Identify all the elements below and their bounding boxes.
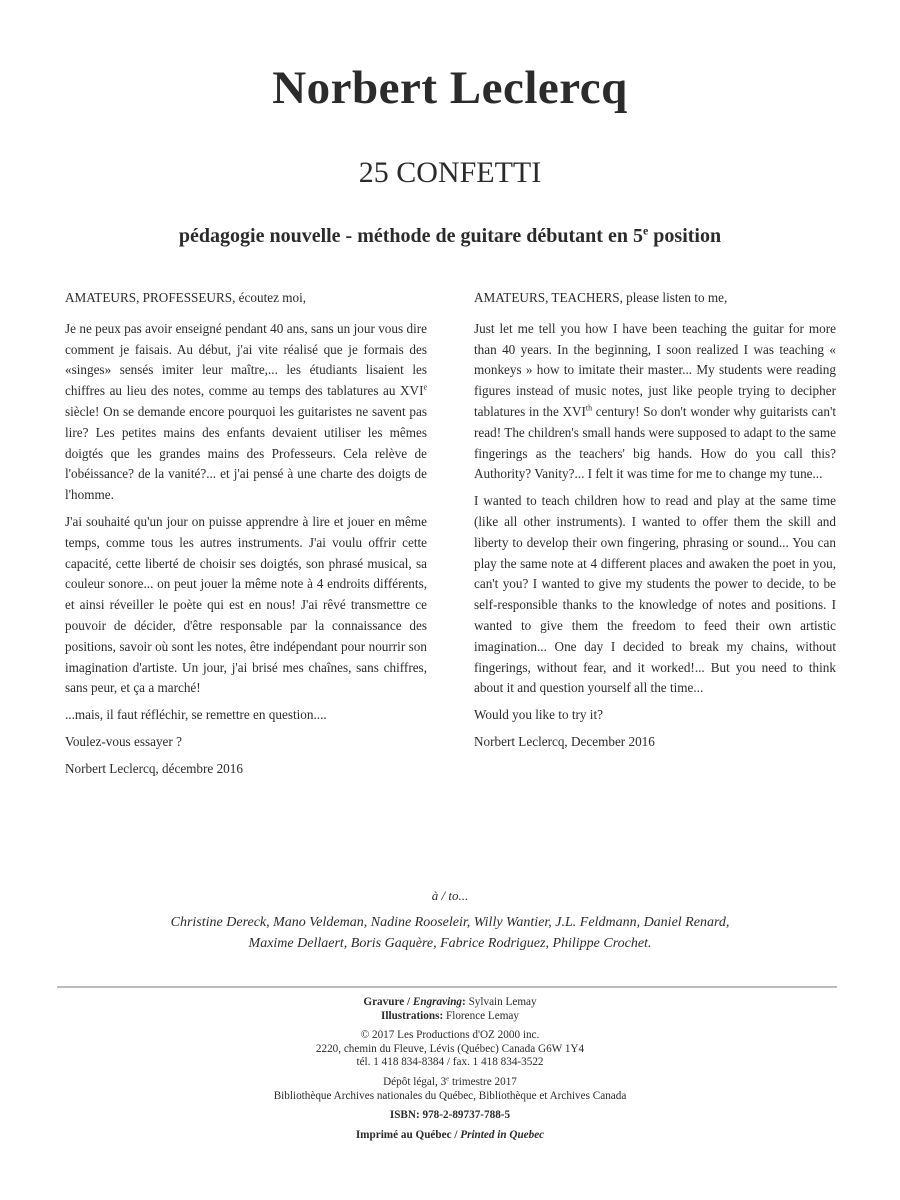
printed-in-fr: Imprimé au Québec / bbox=[355, 1128, 461, 1141]
english-p1-text-a: Just let me tell you how I have been teaching the guitar for more than 40 years. In the beginning, I soon realized I was teaching « monkeys » how to imitate their master... My students were reading figures instead of music notes, just like people trying to decipher tablatures in the XVI bbox=[474, 320, 836, 419]
illustrations-label: Illustrations bbox=[381, 1009, 440, 1022]
dedication-names: Christine Dereck, Mano Veldeman, Nadine Rooseleir, Willy Wantier, J.L. Feldmann, Daniel Renard, Maxime Dellaert, Boris Gaquère, Fabrice Rodriguez, Philippe Crochet. bbox=[170, 915, 730, 951]
english-paragraph-2: I wanted to teach children how to read and play at the same time (like all other instruments). I wanted to offer them the skill and liberty to develop their own fingering, phrasing or sound... You can play the same note at 4 different places and awaken the poet in you, can't you? I wanted to give my students the power to decide, to be self-responsible thanks to the knowledge of notes and positions. I wanted to give them the freedom to feed their own artistic imagination... One day I decided to break my chains, without fingerings, without fear, and it worked!... But you need to think about it and question yourself all the time... bbox=[474, 493, 836, 696]
french-paragraph-3: ...mais, il faut réfléchir, se remettre en question.... bbox=[65, 707, 327, 723]
legal-deposit-text-a: Dépôt légal, 3 bbox=[383, 1075, 447, 1088]
illustrations-separator: : bbox=[439, 1009, 446, 1022]
engraving-credit bbox=[0, 996, 900, 1010]
illustrations-name: Florence Lemay bbox=[445, 1009, 519, 1022]
english-signature: Norbert Leclercq, December 2016 bbox=[474, 733, 655, 749]
copyright: © 2017 Les Productions d'OZ 2000 inc. bbox=[360, 1029, 540, 1042]
legal-deposit bbox=[0, 1076, 900, 1090]
english-p1-superscript: th bbox=[585, 403, 593, 413]
book-title: 25 CONFETTI bbox=[358, 156, 542, 189]
french-p1-superscript: e bbox=[423, 382, 427, 392]
subtitle-main: pédagogie nouvelle - méthode de guitare débutant en 5 bbox=[178, 225, 643, 247]
engraving-name: Sylvain Lemay bbox=[468, 996, 537, 1008]
printed-in-en: Printed in Quebec bbox=[460, 1128, 545, 1141]
french-p1-text-b: siècle! On se demande encore pourquoi les guitaristes ne savent pas lire? Les petites mains des enfants devaient utiliser les mêmes doigtés que les grandes mains des Professeurs. Cela relève de l'obéissance? de la vanité?... et j'ai pensé à une charte des doigts de l'homme. bbox=[65, 403, 427, 503]
english-paragraph-1 bbox=[474, 319, 836, 485]
illustrations-credit bbox=[0, 1010, 900, 1024]
engraving-separator: : bbox=[462, 996, 469, 1008]
french-column bbox=[65, 288, 427, 786]
dedication-heading: à / to... bbox=[431, 888, 469, 903]
legal-deposit-text-b: trimestre 2017 bbox=[449, 1075, 517, 1088]
french-p1-text-a: Je ne peux pas avoir enseigné pendant 40 ans, sans un jour vous dire comment je faisais. Au début, j'ai vite réalisé que je formais des «singes» sensés imiter leur maître,... les étudiants lisaient les chiffres au lieu des notes, comme au temps des tablatures au XVI bbox=[65, 320, 427, 399]
book-subtitle bbox=[0, 222, 900, 250]
engraving-label-en: Engraving bbox=[412, 996, 463, 1008]
publisher-address: 2220, chemin du Fleuve, Lévis (Québec) Canada G6W 1Y4 bbox=[315, 1042, 585, 1055]
publisher-phone: tél. 1 418 834-8384 / fax. 1 418 834-3522 bbox=[356, 1056, 544, 1069]
english-p1-text-b: century! So don't wonder why guitarists can't read! The children's small hands were supposed to adapt to the same fingerings as the teachers' big hands. How do you call this? Authority? Vanity?... I felt it was time for me to change my tune... bbox=[474, 403, 837, 482]
libraries: Bibliothèque Archives nationales du Québec, Bibliothèque et Archives Canada bbox=[273, 1089, 627, 1102]
printed-in bbox=[0, 1129, 900, 1143]
french-paragraph-4: Voulez-vous essayer ? bbox=[65, 733, 182, 749]
colophon bbox=[0, 996, 900, 1142]
author-name: Norbert Leclercq bbox=[272, 62, 628, 114]
french-paragraph-2: J'ai souhaité qu'un jour on puisse apprendre à lire et jouer en même temps, comme tous les autres instruments. J'ai voulu offrir cette capacité, cette liberté de choisir ses doigtés, son phrasé musical, sa couleur sonore... on peut jouer la même note à 4 endroits différents, et ainsi réveiller le poète qui est en nous! J'ai rêvé transmettre ce pouvoir de décider, d'être responsable par la connaissance des positions, savoir où sont les notes, être indépendant pour nourrir son imagination d'artiste. Un jour, j'ai brisé mes chaînes, sans chiffres, sans peur, et ça a marché! bbox=[65, 513, 427, 696]
english-paragraph-3: Would you like to try it? bbox=[474, 707, 603, 723]
engraving-label: Gravure / bbox=[363, 996, 413, 1008]
french-opening: AMATEURS, PROFESSEURS, écoutez moi, bbox=[65, 290, 307, 305]
english-column bbox=[474, 288, 836, 759]
colophon-divider bbox=[57, 986, 837, 988]
english-opening: AMATEURS, TEACHERS, please listen to me, bbox=[474, 290, 728, 305]
legal-deposit-superscript: e bbox=[446, 1075, 450, 1083]
french-paragraph-1 bbox=[65, 319, 427, 506]
isbn: ISBN: 978-2-89737-788-5 bbox=[389, 1109, 511, 1122]
subtitle-end: position bbox=[648, 225, 722, 247]
french-signature: Norbert Leclercq, décembre 2016 bbox=[65, 760, 243, 776]
subtitle-superscript: e bbox=[642, 223, 649, 238]
